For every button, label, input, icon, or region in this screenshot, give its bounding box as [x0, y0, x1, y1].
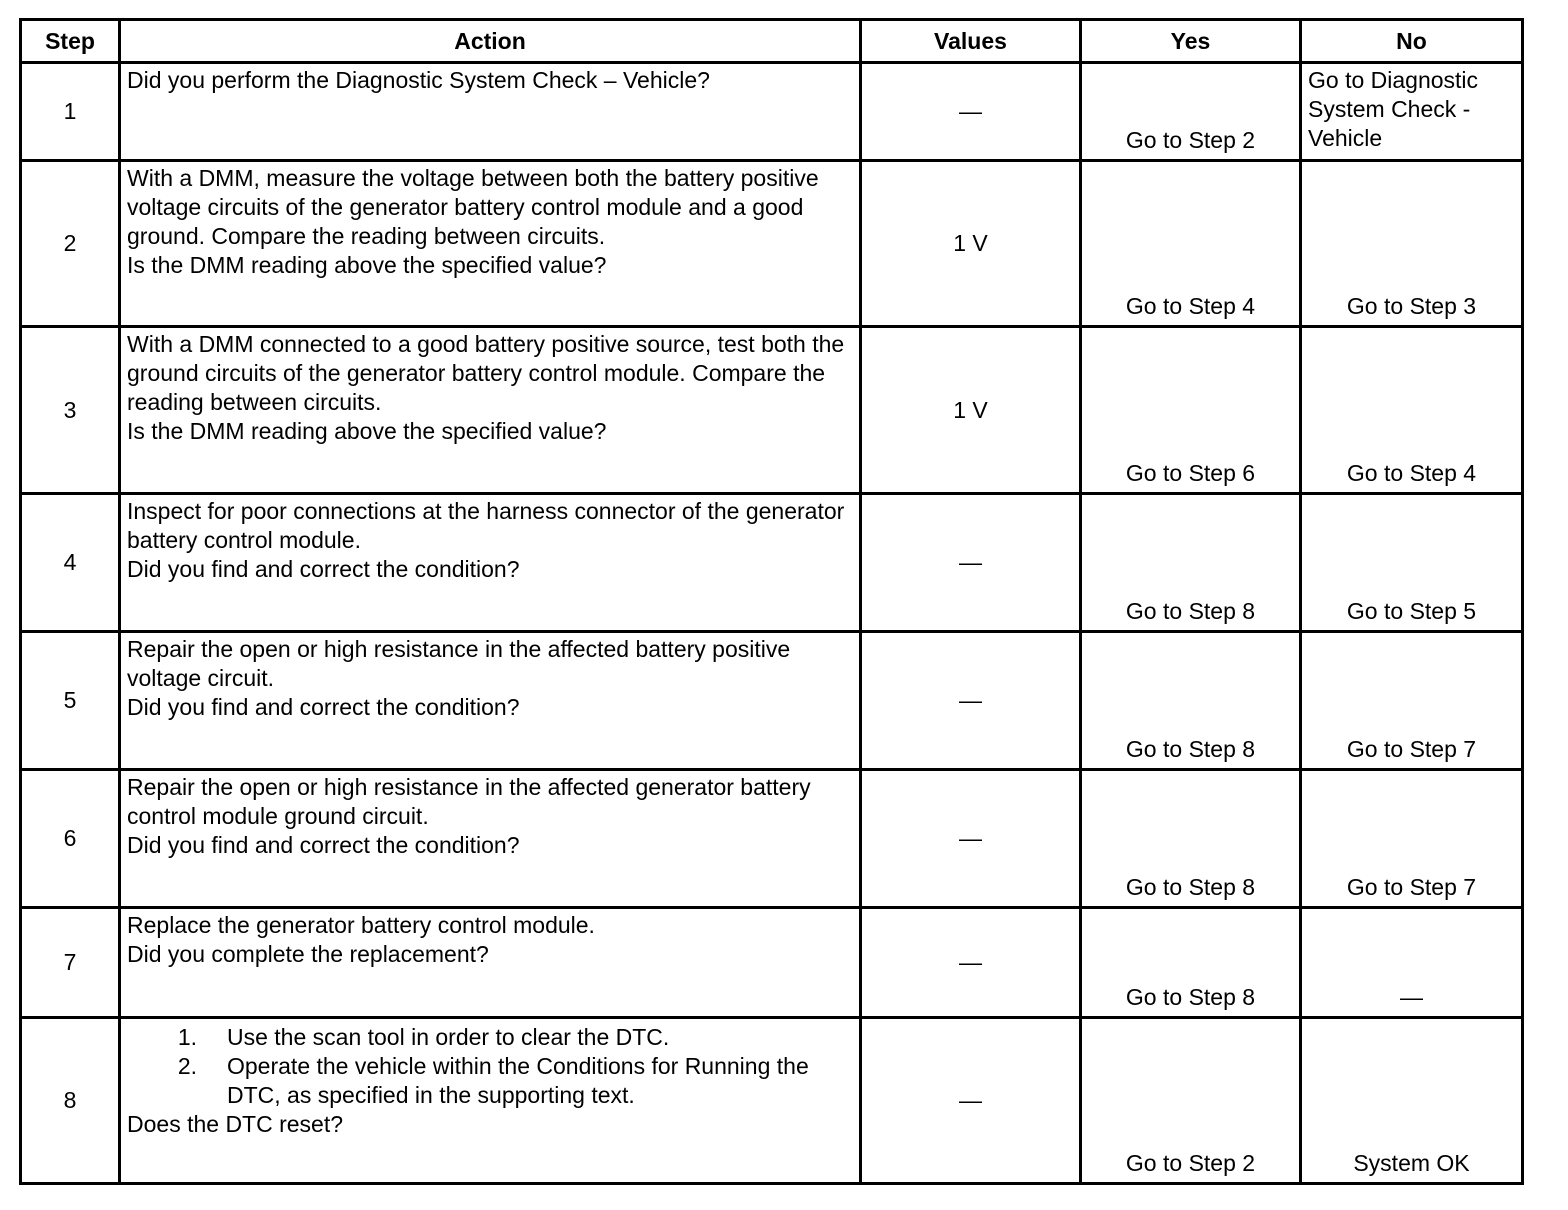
substep-number: 1.	[177, 1024, 197, 1050]
action-text: Replace the generator battery control module.	[127, 912, 595, 938]
action-question: Does the DTC reset?	[127, 1111, 344, 1137]
table-row	[21, 770, 1523, 908]
header-yes: Yes	[1081, 20, 1301, 63]
value-cell: —	[861, 908, 1081, 1018]
table-row	[21, 161, 1523, 327]
yes-cell: Go to Step 4	[1081, 161, 1301, 327]
action-text: Repair the open or high resistance in the affected battery positive voltage circuit.	[127, 636, 791, 691]
table-row	[21, 63, 1523, 161]
action-text: Inspect for poor connections at the harness connector of the generator battery control module.	[127, 498, 845, 553]
yes-cell: Go to Step 8	[1081, 632, 1301, 770]
table-row	[21, 1018, 1523, 1184]
step-number: 1	[21, 63, 120, 161]
yes-cell: Go to Step 8	[1081, 494, 1301, 632]
header-row	[21, 20, 1523, 63]
action-question: Is the DMM reading above the specified value?	[127, 252, 607, 278]
yes-cell: Go to Step 2	[1081, 1018, 1301, 1184]
step-number: 7	[21, 908, 120, 1018]
value-cell: —	[861, 770, 1081, 908]
value-cell: —	[861, 494, 1081, 632]
yes-cell: Go to Step 6	[1081, 327, 1301, 494]
substep-text: Operate the vehicle within the Conditions for Running the DTC, as specified in the supporting text.	[227, 1053, 809, 1108]
action-question: Did you find and correct the condition?	[127, 694, 520, 720]
yes-cell: Go to Step 8	[1081, 908, 1301, 1018]
no-cell: Go to Step 5	[1301, 494, 1523, 632]
header-action: Action	[120, 20, 861, 63]
table-row	[21, 632, 1523, 770]
substep-text: Use the scan tool in order to clear the DTC.	[227, 1024, 670, 1050]
action-cell	[120, 63, 861, 161]
action-question: Did you find and correct the condition?	[127, 832, 520, 858]
no-cell: Go to Step 7	[1301, 632, 1523, 770]
substep-number: 2.	[177, 1053, 197, 1079]
value-cell: 1 V	[861, 161, 1081, 327]
action-cell	[120, 1018, 861, 1184]
table-row	[21, 908, 1523, 1018]
no-cell: Go to Step 7	[1301, 770, 1523, 908]
yes-cell: Go to Step 8	[1081, 770, 1301, 908]
action-text: Repair the open or high resistance in the affected generator battery control module ground circuit.	[127, 774, 811, 829]
substep-item	[127, 1052, 853, 1110]
header-no: No	[1301, 20, 1523, 63]
step-number: 6	[21, 770, 120, 908]
diagnostic-table	[19, 18, 1524, 1185]
step-number: 8	[21, 1018, 120, 1184]
action-cell	[120, 770, 861, 908]
yes-cell: Go to Step 2	[1081, 63, 1301, 161]
value-cell: —	[861, 63, 1081, 161]
value-cell: 1 V	[861, 327, 1081, 494]
table-row	[21, 494, 1523, 632]
action-text: Did you perform the Diagnostic System Check – Vehicle?	[127, 67, 710, 93]
action-text: With a DMM, measure the voltage between both the battery positive voltage circuits of the generator battery control module and a good ground. Compare the reading between circuits.	[127, 165, 819, 249]
no-cell: Go to Step 4	[1301, 327, 1523, 494]
no-cell: System OK	[1301, 1018, 1523, 1184]
no-cell: Go to Diagnostic System Check - Vehicle	[1301, 63, 1523, 161]
substep-list	[127, 1023, 853, 1110]
step-number: 4	[21, 494, 120, 632]
substep-item	[127, 1023, 853, 1052]
step-number: 5	[21, 632, 120, 770]
no-cell: —	[1301, 908, 1523, 1018]
action-text: With a DMM connected to a good battery positive source, test both the ground circuits of the generator battery control module. Compare the reading between circuits.	[127, 331, 845, 415]
action-question: Did you find and correct the condition?	[127, 556, 520, 582]
action-question: Did you complete the replacement?	[127, 941, 489, 967]
value-cell: —	[861, 632, 1081, 770]
step-number: 3	[21, 327, 120, 494]
header-values: Values	[861, 20, 1081, 63]
action-cell	[120, 494, 861, 632]
action-cell	[120, 327, 861, 494]
value-cell: —	[861, 1018, 1081, 1184]
action-cell	[120, 908, 861, 1018]
header-step: Step	[21, 20, 120, 63]
step-number: 2	[21, 161, 120, 327]
action-cell	[120, 161, 861, 327]
table-row	[21, 327, 1523, 494]
action-cell	[120, 632, 861, 770]
action-question: Is the DMM reading above the specified value?	[127, 418, 607, 444]
no-cell: Go to Step 3	[1301, 161, 1523, 327]
